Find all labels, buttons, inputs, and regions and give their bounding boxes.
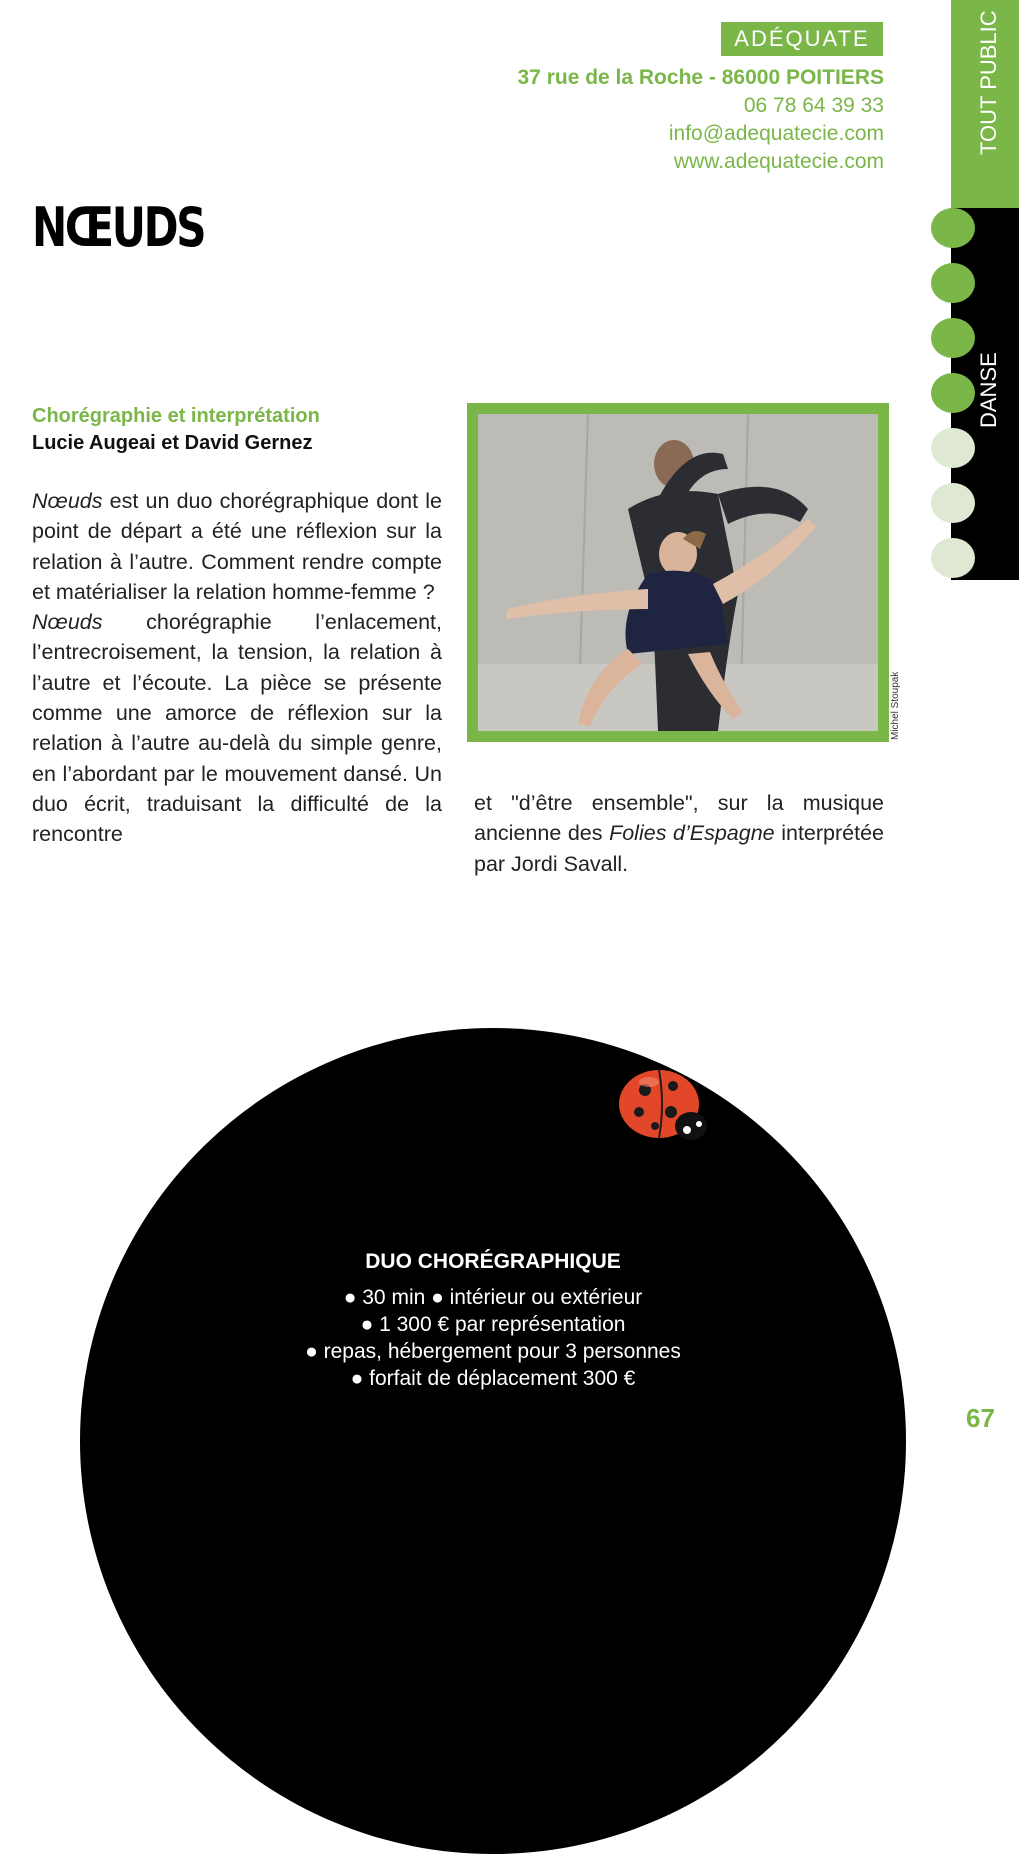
photo-credit: Michel Stoupak (890, 671, 901, 740)
company-website[interactable]: www.adequatecie.com (673, 150, 884, 173)
description-right-column (474, 788, 884, 879)
credits-names: Lucie Augeai et David Gernez (32, 432, 313, 454)
dancers-illustration (478, 414, 878, 731)
info-price: ● 1 300 € par représentation (360, 1313, 626, 1336)
company-name: ADÉQUATE (721, 22, 883, 56)
description-paragraph (32, 486, 442, 607)
category-label: DANSE (976, 352, 1001, 428)
info-title: DUO CHORÉGRAPHIQUE (365, 1250, 621, 1273)
level-dot-active (931, 318, 975, 358)
description-left-column (32, 486, 442, 850)
level-dot-active (931, 263, 975, 303)
page-title: NŒUDS (32, 196, 205, 259)
music-title-italic: Folies d’Espagne (609, 821, 775, 846)
level-dot-inactive (931, 538, 975, 578)
dancers-photo (478, 414, 878, 731)
paragraph-text: est un duo chorégraphique dont le point de départ a été une réflexion sur la relation à l’autre. Comment rendre compte et matérialiser la relation homme-femme ? (32, 489, 442, 604)
description-paragraph (32, 607, 442, 849)
paragraph-text: chorégraphie l’enlacement, l’entrecroisement, la tension, la relation à l’autre et l’écoute. La pièce se présente comme une amorce de réflexion sur la relation à l’autre au-delà du simple genre, en l’abordant par le mouvement dansé. Un duo écrit, traduisant la difficulté de la rencontre (32, 610, 442, 847)
page-number: 67 (966, 1403, 995, 1433)
work-title-italic: Nœuds (32, 610, 103, 635)
credits-role: Chorégraphie et interprétation (32, 405, 320, 427)
info-circle (80, 1028, 906, 1854)
info-lodging: ● repas, hébergement pour 3 personnes (305, 1340, 681, 1363)
ladybug-icon (615, 1060, 711, 1146)
audience-label: TOUT PUBLIC (976, 10, 1001, 155)
paragraph-text: interprétée par Jordi Savall. (474, 821, 885, 876)
photo-frame (467, 403, 889, 742)
level-dot-active (931, 208, 975, 248)
level-dot-inactive (931, 428, 975, 468)
company-email[interactable]: info@adequatecie.com (668, 122, 884, 145)
company-address: 37 rue de la Roche - 86000 POITIERS (517, 66, 884, 89)
paragraph-text: et "d’être ensemble", sur la musique ancienne des (474, 791, 884, 846)
level-dot-inactive (931, 483, 975, 523)
company-phone: 06 78 64 39 33 (743, 94, 884, 117)
info-travel: ● forfait de déplacement 300 € (350, 1367, 636, 1390)
level-dot-active (931, 373, 975, 413)
info-duration: ● 30 min ● intérieur ou extérieur (343, 1286, 643, 1309)
description-paragraph (474, 788, 884, 879)
work-title-italic: Nœuds (32, 489, 103, 513)
